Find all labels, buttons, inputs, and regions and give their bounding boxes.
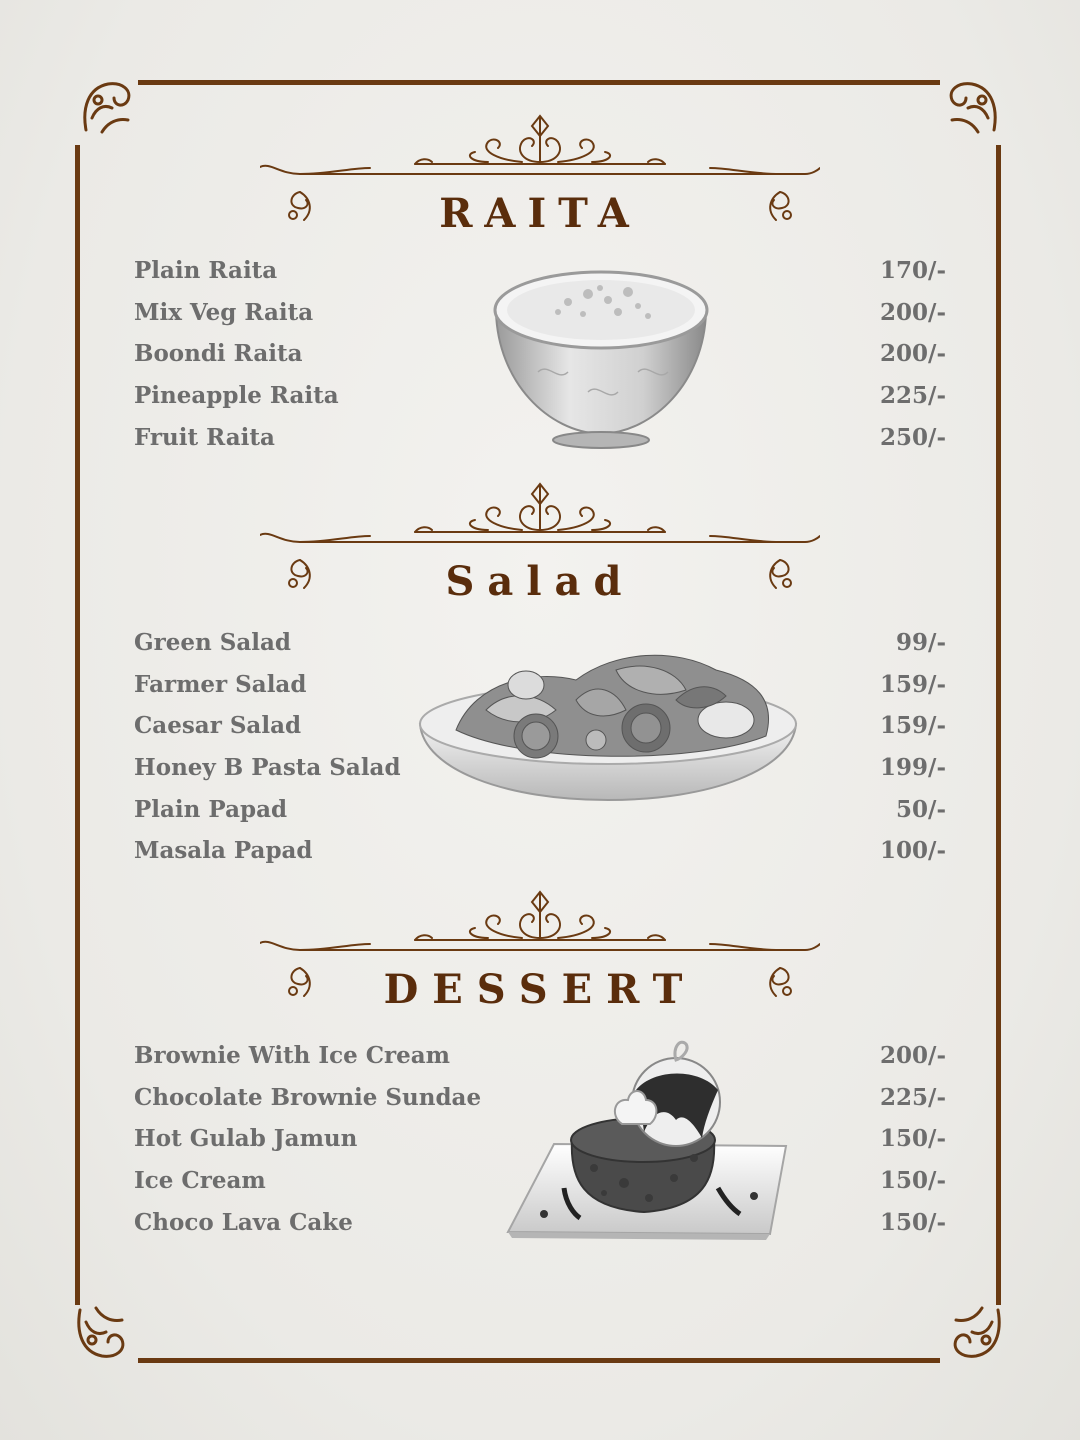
frame-top-border [138, 80, 940, 85]
item-name: Chocolate Brownie Sundae [134, 1083, 482, 1111]
item-price: 225/- [880, 382, 946, 410]
item-name: Plain Papad [134, 795, 288, 823]
corner-flourish-icon [72, 1300, 134, 1362]
menu-item [134, 836, 946, 878]
item-price: 150/- [880, 1125, 946, 1153]
item-price: 250/- [880, 423, 946, 451]
item-price: 99/- [896, 629, 946, 656]
item-name: Honey B Pasta Salad [134, 754, 401, 782]
frame-left-border [75, 145, 80, 1305]
item-price: 150/- [880, 1167, 946, 1195]
salad-plate-icon [416, 640, 800, 806]
item-price: 225/- [880, 1083, 946, 1111]
item-name: Choco Lava Cake [134, 1208, 353, 1236]
item-name: Hot Gulab Jamun [134, 1125, 358, 1153]
salad-section-header [260, 480, 820, 610]
item-price: 199/- [880, 754, 946, 782]
item-name: Fruit Raita [134, 423, 275, 451]
frame-right-border [996, 145, 1001, 1305]
item-price: 200/- [880, 1042, 946, 1069]
item-name: Ice Cream [134, 1167, 266, 1195]
item-name: Plain Raita [134, 257, 278, 284]
item-price: 100/- [880, 837, 946, 865]
item-name: Pineapple Raita [134, 382, 339, 410]
section-title: Salad [445, 558, 635, 605]
dessert-section-header [260, 888, 820, 1018]
item-name: Farmer Salad [134, 670, 307, 698]
item-price: 50/- [896, 795, 946, 823]
lava-cake-icon [504, 1028, 792, 1244]
item-name: Mix Veg Raita [134, 298, 314, 326]
corner-flourish-icon [944, 1300, 1006, 1362]
item-price: 200/- [880, 340, 946, 368]
item-price: 150/- [880, 1208, 946, 1236]
item-price: 159/- [880, 670, 946, 698]
item-name: Caesar Salad [134, 712, 302, 740]
frame-bottom-border [138, 1358, 940, 1363]
item-price: 170/- [880, 257, 946, 284]
raita-section-header [260, 112, 820, 242]
item-price: 200/- [880, 298, 946, 326]
corner-flourish-icon [78, 78, 140, 140]
corner-flourish-icon [940, 78, 1002, 140]
section-title: DESSERT [383, 966, 697, 1013]
item-name: Masala Papad [134, 837, 313, 865]
raita-bowl-icon [488, 262, 714, 450]
section-title: RAITA [439, 190, 641, 237]
item-name: Green Salad [134, 629, 291, 656]
item-price: 159/- [880, 712, 946, 740]
item-name: Brownie With Ice Cream [134, 1042, 451, 1069]
item-name: Boondi Raita [134, 340, 303, 368]
